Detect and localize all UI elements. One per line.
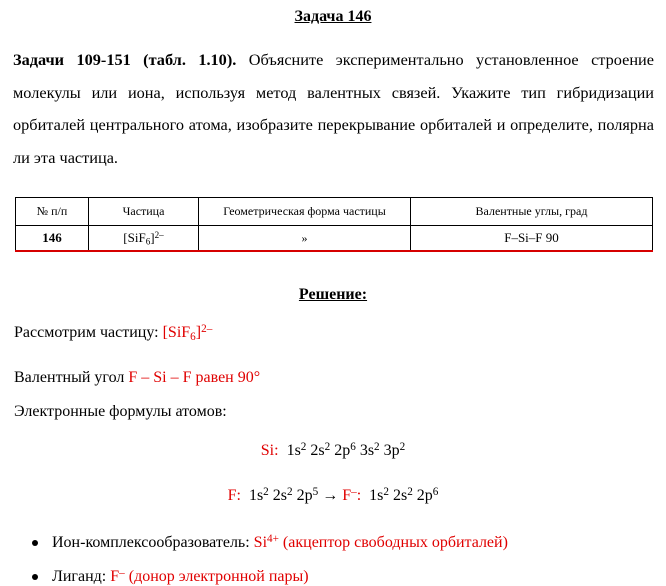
solution-heading: Решение:	[298, 286, 368, 303]
orbital-term: $1s^2$	[248, 485, 269, 504]
list-item: Лиганд: F– (донор электронной пары)	[32, 568, 309, 586]
si-symbol: Si:	[260, 442, 279, 459]
si-config	[0, 442, 666, 460]
orbital-term: $1s^2$	[369, 485, 389, 504]
orbital-term: $3s^2$	[359, 440, 380, 459]
task-title: Задача 146	[294, 8, 372, 25]
orbital-term: $3p^2$	[383, 440, 406, 459]
f-config	[0, 487, 666, 505]
orbital-term: $2p^5$	[296, 485, 319, 504]
particle-formula: $[SiF_6]^{2-}$	[162, 322, 213, 343]
cell-number: 146	[16, 226, 89, 252]
f-ion: F–:	[342, 485, 362, 504]
cell-particle: $[SiF_6]^{2-}$	[89, 226, 199, 252]
particle-table	[15, 197, 653, 252]
orbital-term: $1s^2$	[286, 440, 307, 459]
orbital-term: $2p^6$	[416, 485, 439, 504]
task-statement	[13, 44, 654, 174]
header-angles: Валентные углы, град	[411, 198, 653, 226]
angle-line: Валентный угол F – Si – F равен 90°	[14, 369, 261, 386]
f-symbol: F:	[227, 487, 241, 504]
list-item: Ион-комплексообразователь: $Si^{4+}$ (акцептор свободных орбиталей)	[32, 534, 508, 552]
angle-value: F – Si – F равен 90°	[128, 369, 261, 386]
econf-label: Электронные формулы атомов:	[14, 403, 227, 420]
table-header-row	[16, 198, 653, 226]
header-geometry: Геометрическая форма частицы	[199, 198, 411, 226]
orbital-term: $2s^2$	[272, 485, 293, 504]
orbital-term: $2p^6$	[334, 440, 356, 459]
orbital-term: $2s^2$	[392, 485, 413, 504]
header-number: № п/п	[16, 198, 89, 226]
cell-angles: F–Si–F 90	[411, 226, 653, 252]
arrow-icon: →	[322, 487, 339, 504]
task-statement-bold: Задачи 109-151 (табл. 1.10).	[13, 50, 237, 69]
si-terms	[287, 442, 406, 459]
bullet-icon	[32, 574, 38, 580]
f-ion-terms	[369, 487, 438, 504]
header-particle: Частица	[89, 198, 199, 226]
task-statement-text: Объясните экспериментально установленное строение молекулы или иона, используя метод валентных связей. Укажите тип гибридизации орбиталей центрального атома, изобразите перекрывание орбиталей и определите, полярна ли эта частица.	[13, 50, 654, 167]
f-terms	[249, 487, 318, 504]
bullet-icon	[32, 540, 38, 546]
cell-geometry: »	[199, 226, 411, 252]
consider-line: Рассмотрим частицу: $[SiF_6]^{2-}$	[14, 322, 213, 343]
table-row	[16, 226, 653, 252]
orbital-term: $2s^2$	[310, 440, 331, 459]
